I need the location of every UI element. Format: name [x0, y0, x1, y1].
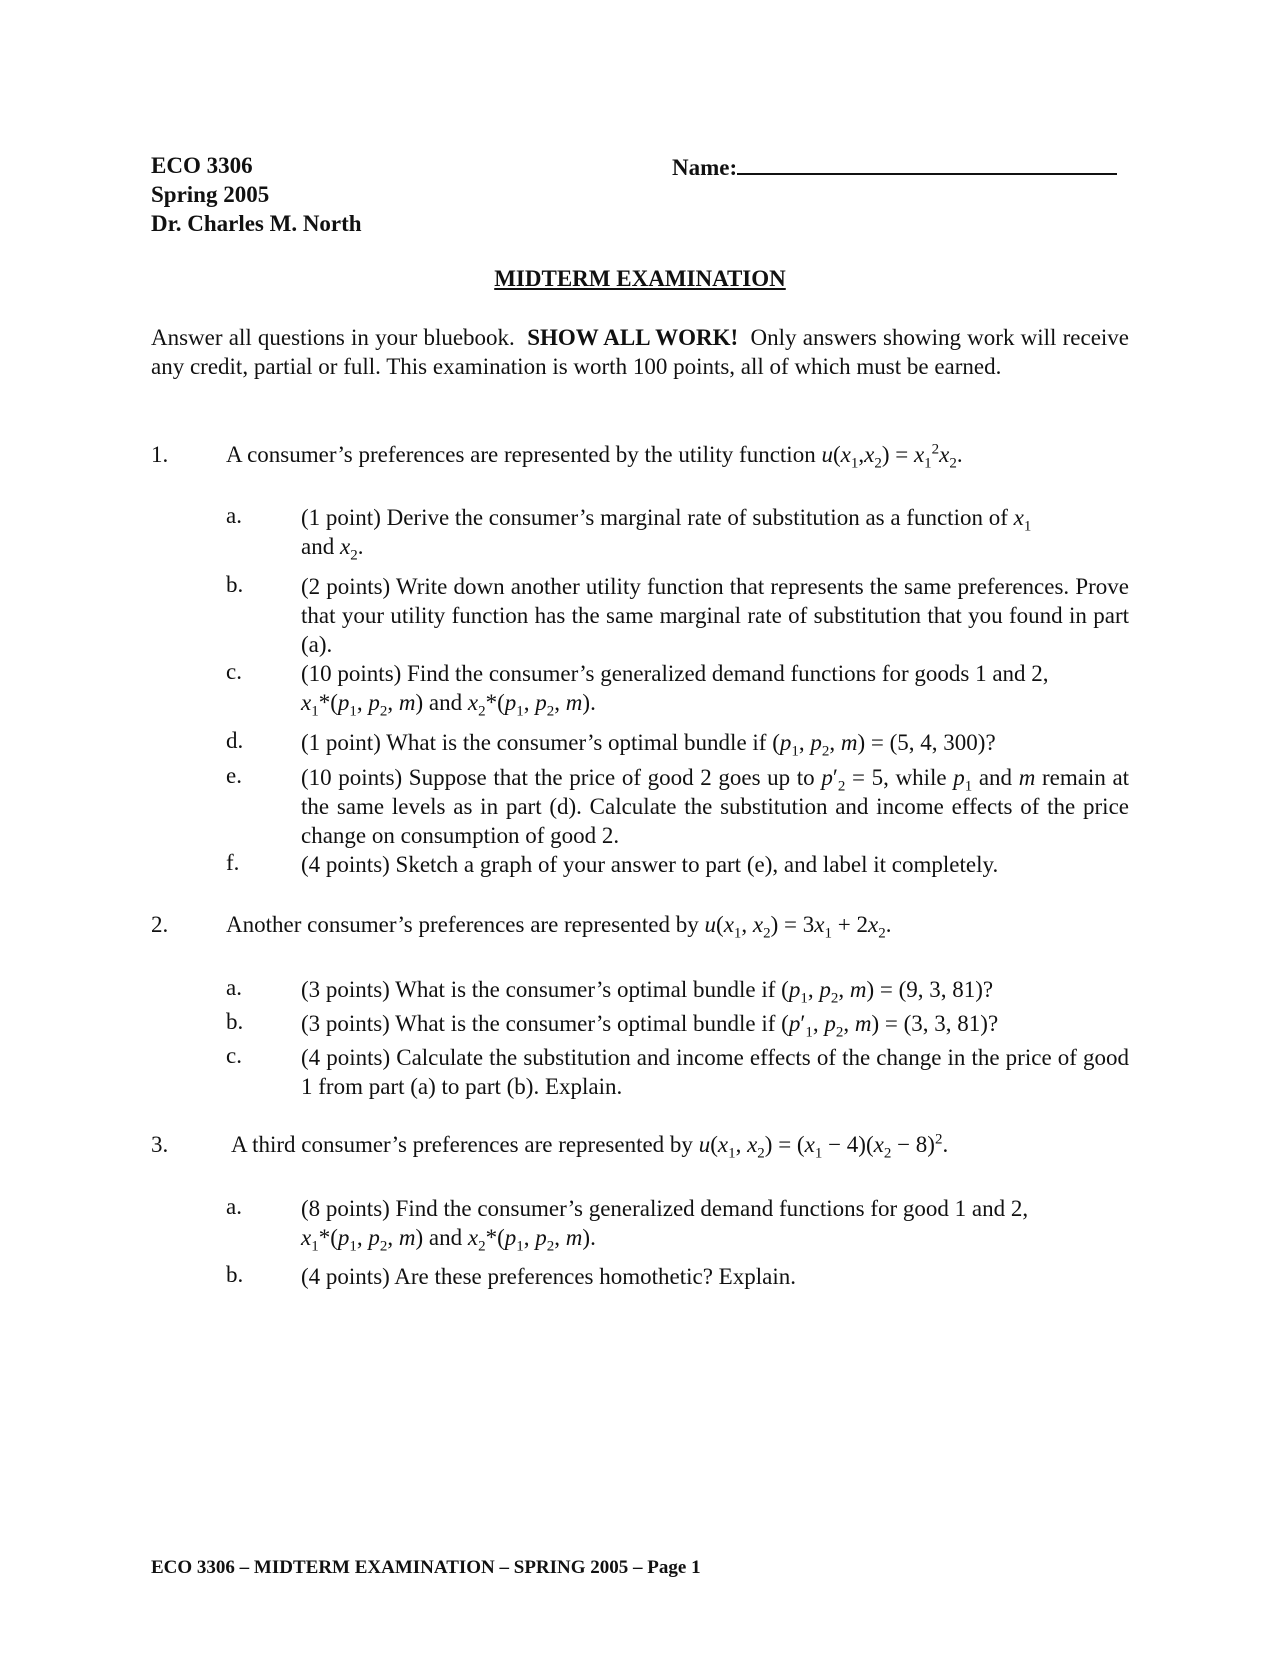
q1e-text-1: (10 points) Suppose that the price of good 2 goes up to: [301, 765, 815, 790]
q1b-label: b.: [226, 572, 244, 597]
q1-stem: A consumer’s preferences are represented by the utility function $u(x_1,x_2) = x_1^2x_2$.: [226, 441, 963, 472]
q2c-text: (4 points) Calculate the substitution and income effects of the change in the price of good 1 from part (a) to part (b). Explain.: [301, 1045, 1129, 1099]
q3a-label: a.: [226, 1194, 242, 1219]
q3a-text: (8 points) Find the consumer’s generalized demand functions for good 1 and 2, $x_1*(p_1$, $p_2$, m) and $x_2*(p_1$, $p_2$, m).: [301, 1196, 1029, 1255]
q2-number: 2.: [151, 912, 169, 937]
page-footer: ECO 3306 – MIDTERM EXAMINATION – SPRING 2005 – Page 1: [151, 1557, 701, 1578]
q3b-text: (4 points) Are these preferences homothetic? Explain.: [301, 1264, 796, 1289]
q3-stem-text: A third consumer’s preferences are represented by: [231, 1132, 693, 1157]
q1e-text-3: and: [978, 765, 1013, 790]
instructor: Dr. Charles M. North: [151, 211, 362, 236]
q1a-text: (1 point) Derive the consumer’s marginal rate of substitution as a function of $x_1$ and $x_2$.: [301, 505, 1032, 564]
q1f-label: f.: [226, 850, 240, 875]
q1c-text: (10 points) Find the consumer’s generalized demand functions for goods 1 and 2, $x_1*(p_1$, $p_2$, m) and $x_2*(p_1$, $p_2$, m).: [301, 661, 1049, 720]
q2-stem: Another consumer’s preferences are represented by $u(x_1$, $x_2) = 3x_1 + 2x_2$.: [226, 912, 892, 942]
q3b-label: b.: [226, 1262, 244, 1287]
q2a-label: a.: [226, 975, 242, 1000]
q1-number: 1.: [151, 442, 169, 467]
instructions: [151, 323, 1129, 381]
q2b-text: (3 points) What is the consumer’s optimal bundle if ($p'_1$, $p_2$, m) = (3, 3, 81)?: [301, 1011, 999, 1041]
exam-title: MIDTERM EXAMINATION: [494, 266, 786, 291]
q1c-text-body: (10 points) Find the consumer’s generalized demand functions for goods 1 and 2,: [301, 661, 1049, 686]
name-field: [672, 151, 1117, 182]
term: Spring 2005: [151, 182, 270, 207]
q1b-text: (2 points) Write down another utility function that represents the same preferences. Prove that your utility function has the same marginal rate of substitution that you found in part (a).: [301, 574, 1129, 657]
q1d-text-body: (1 point) What is the consumer’s optimal bundle if: [301, 730, 767, 755]
q1c-label: c.: [226, 659, 242, 684]
q1d-text: (1 point) What is the consumer’s optimal bundle if ($p_1$, $p_2$, m) = (5, 4, 300)?: [301, 730, 996, 760]
q2b-text-body: (3 points) What is the consumer’s optimal bundle if: [301, 1011, 776, 1036]
q1d-label: d.: [226, 728, 244, 753]
q2c-label: c.: [226, 1043, 242, 1068]
q1e-text: (10 points) Suppose that the price of good 2 goes up to $p'_2 = 5$, while $p_1$ and m remain at the same levels as in part (d). Calculate the substitution and income effects of the price change on consumption of good 2.: [301, 765, 1130, 848]
q2b-label: b.: [226, 1009, 244, 1034]
instructions-text-1: Answer all questions in your bluebook.: [151, 325, 515, 350]
q1a-text-body: (1 point) Derive the consumer’s marginal rate of substitution as a function of: [301, 505, 1008, 530]
q2a-text: (3 points) What is the consumer’s optimal bundle if ($p_1$, $p_2$, m) = (9, 3, 81)?: [301, 977, 994, 1007]
q1e-text-2: , while: [883, 765, 947, 790]
instructions-text-2: Only answers showing work will receive any credit, partial or full. This examination is worth 100 points, all of which must be earned.: [151, 325, 1129, 379]
name-blank-line: [737, 151, 1117, 175]
q2a-text-body: (3 points) What is the consumer’s optimal bundle if: [301, 977, 776, 1002]
q2-stem-text: Another consumer’s preferences are represented by: [226, 912, 699, 937]
q1a-label: a.: [226, 503, 242, 528]
q3a-text-body: (8 points) Find the consumer’s generalized demand functions for good 1 and 2,: [301, 1196, 1029, 1221]
q1e-label: e.: [226, 763, 242, 788]
q1e-text-4: remain at the same levels as in part (d). Calculate the substitution and income effects of the price change on consumption of good 2.: [301, 765, 1130, 848]
q1a-and: and: [301, 534, 335, 559]
q1f-text: (4 points) Sketch a graph of your answer to part (e), and label it completely.: [301, 852, 999, 877]
q3-number: 3.: [151, 1132, 169, 1157]
q1-stem-text: A consumer’s preferences are represented by the utility function: [226, 442, 816, 467]
q3-stem: A third consumer’s preferences are represented by $u(x_1$, $x_2) = (x_1 - 4)(x_2 - 8)^2$.: [231, 1131, 949, 1162]
name-label: Name:: [672, 155, 738, 180]
header-block: [151, 151, 362, 238]
course-code: ECO 3306: [151, 153, 253, 178]
instructions-emphasis: SHOW ALL WORK!: [527, 325, 739, 350]
